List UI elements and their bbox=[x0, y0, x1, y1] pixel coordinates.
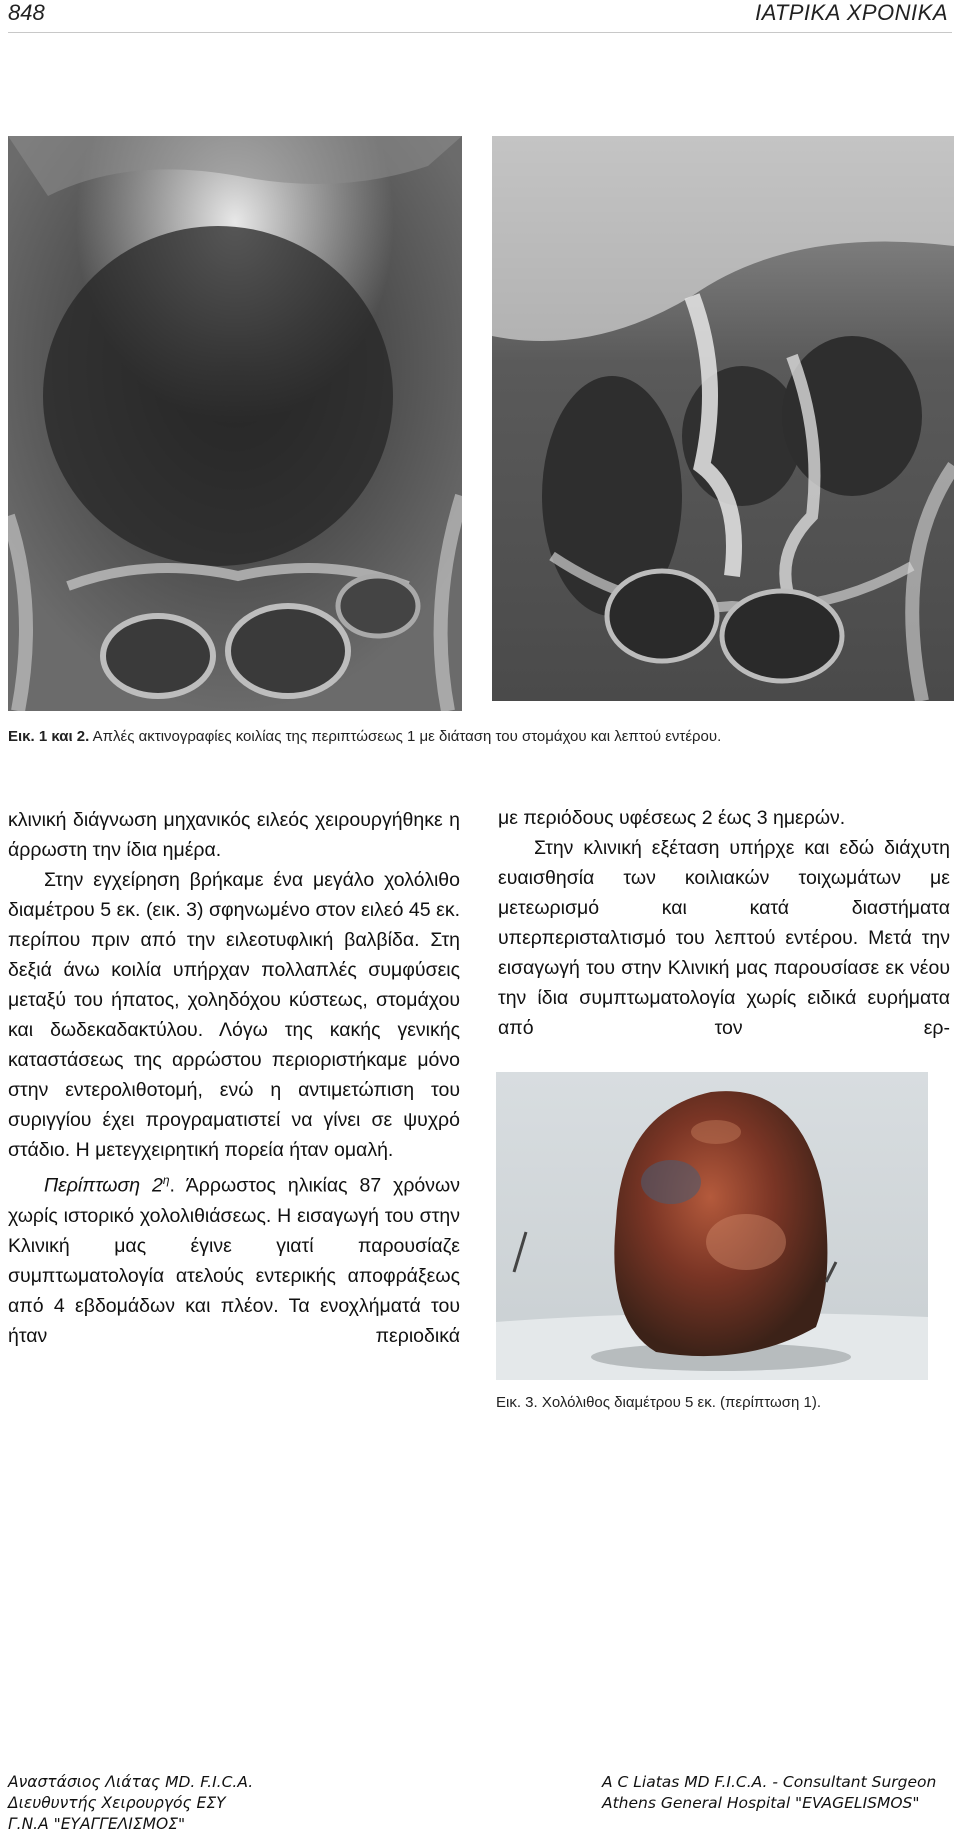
right-text-column bbox=[498, 803, 950, 1043]
paragraph-case-2: Περίπτωση $2^\eta$. Άρρωστος ηλικίας 87 χρόνων χωρίς ιστορικό χολολιθιάσεως. Η εισαγωγή του στην Κλινική μας έγινε γιατί παρουσίαζε συμπτωματολογία ατελούς εντερικής αποφράξεως από 4 εβδομάδων και πλέον. Τα ενοχλήματά του ήταν περιοδικά bbox=[8, 1173, 460, 1347]
gallstone-photo bbox=[496, 1072, 928, 1380]
paragraph: Στην εγχείρηση βρήκαμε ένα μεγάλο χολόλιθο διαμέτρου 5 εκ. (εικ. 3) σφηνωμένο στον ειλεό 45 εκ. περίπου πριν από την ειλεοτυφλική βαλβίδα. Στη δεξιά άνω κοιλία υπήρχαν πολλαπλές συμφύσεις μεταξύ του ήπατος, χοληδόχου κύστεως, στομάχου και δωδεκαδακτύλου. Λόγω της κακής γενικής καταστάσεως της αρρώστου περιοριστήκαμε μόνο στην εντερολιθοτομή, ενώ η αντιμετώπιση του συριγγίου έχει προγραματιστεί να γίνει σε ψυχρό στάδιο. Η μετεγχειρητική πορεία ήταν ομαλή. bbox=[8, 869, 460, 1161]
page-number: 848 bbox=[8, 0, 45, 25]
paragraph: με περιόδους υφέσεως 2 έως 3 ημερών. bbox=[498, 807, 846, 829]
xray-image-1 bbox=[8, 136, 462, 711]
left-text-column bbox=[8, 805, 460, 1351]
paragraph: Στην κλινική εξέταση υπήρχε και εδώ διάχυτη ευαισθησία των κοιλιακών τοιχωμάτων με μετεωρισμό και κατά διαστήματα υπερπερισταλτισμό του λεπτού εντέρου. Μετά την εισαγωγή του στην Κλινική μας παρουσίασε εκ νέου την ίδια συμπτωματολογία χωρίς ειδικά ευρήματα από τον ερ- bbox=[498, 837, 950, 1039]
paragraph: κλινική διάγνωση μηχανικός ειλεός χειρουργήθηκε η άρρωστη την ίδια ημέρα. bbox=[8, 809, 460, 861]
xray-image-2 bbox=[492, 136, 954, 701]
figure-caption-1-2: Εικ. 1 και 2. Απλές ακτινογραφίες κοιλίας της περιπτώσεως 1 με διάταση του στομάχου και λεπτού εντέρου. bbox=[8, 728, 722, 745]
figure-caption-3: Εικ. 3. Χολόλιθος διαμέτρου 5 εκ. (περίπτωση 1). bbox=[496, 1394, 821, 1411]
header-divider bbox=[8, 32, 952, 33]
journal-title: ΙΑΤΡΙΚΑ ΧΡΟΝΙΚΑ bbox=[755, 0, 948, 25]
author-signature-english: A C Liatas MD F.I.C.A. - Consultant Surgeon Athens General Hospital "EVAGELISMOS" bbox=[602, 1773, 937, 1812]
author-signature-greek: Αναστάσιος Λιάτας MD. F.I.C.A. Διευθυντής Χειρουργός ΕΣΥ Γ.Ν.Α "ΕΥΑΓΓΕΛΙΣΜΟΣ" bbox=[8, 1773, 254, 1833]
